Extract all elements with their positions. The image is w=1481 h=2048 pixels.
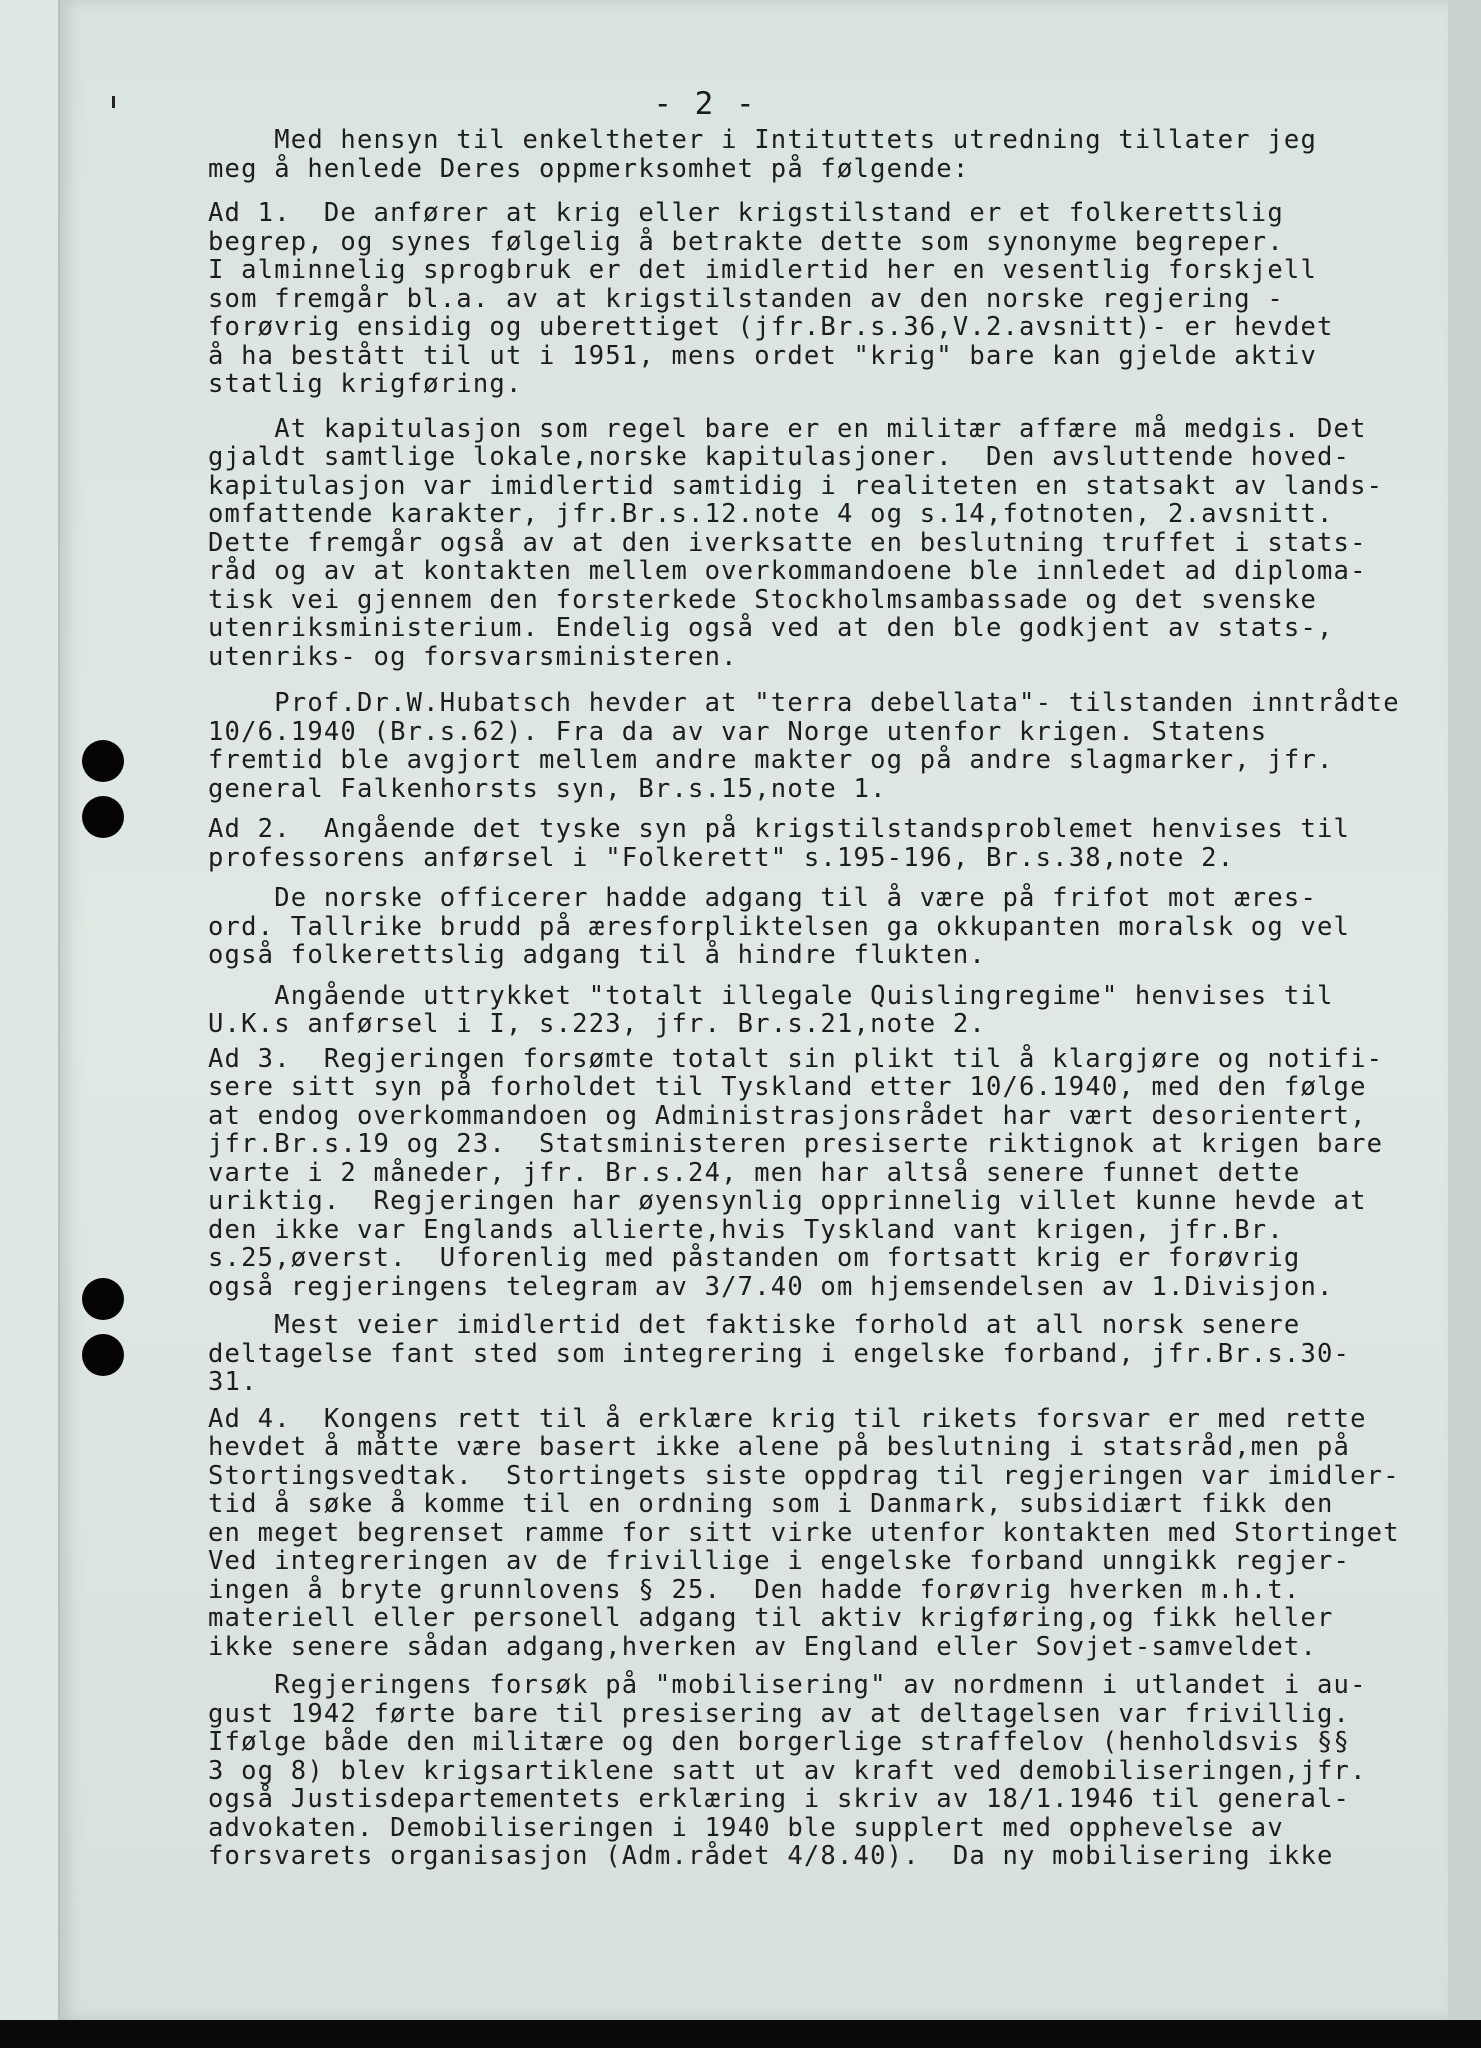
text-line: begrep, og synes følgelig å betrakte dette som synonyme begreper. xyxy=(208,226,1284,257)
document-body xyxy=(208,126,1438,1881)
paragraph xyxy=(208,126,1438,183)
text-line: varte i 2 måneder, jfr. Br.s.24, men har altså senere funnet dette xyxy=(208,1157,1301,1188)
text-line: Ad 3. Regjeringen forsømte totalt sin plikt til å klargjøre og notifi- xyxy=(208,1043,1384,1074)
text-line: jfr.Br.s.19 og 23. Statsministeren presiserte riktignok at krigen bare xyxy=(208,1129,1384,1159)
text-line: tid å søke å komme til en ordning som i Danmark, subsidiært fikk den xyxy=(208,1489,1334,1519)
text-line: omfattende karakter, jfr.Br.s.12.note 4 og s.14,fotnoten, 2.avsnitt. xyxy=(208,499,1334,529)
text-line: I alminnelig sprogbruk er det imidlertid her en vesentlig forskjell xyxy=(208,255,1318,285)
text-line: professorens anførsel i "Folkerett" s.195-196, Br.s.38,note 2. xyxy=(208,842,1235,873)
page-number: - 2 - xyxy=(653,86,757,122)
text-line: kapitulasjon var imidlertid samtidig i realiteten en statsakt av lands- xyxy=(208,470,1384,501)
paragraph xyxy=(208,815,1438,872)
text-line: sere sitt syn på forholdet til Tyskland etter 10/6.1940, med den følge xyxy=(208,1072,1367,1102)
paragraph xyxy=(208,199,1438,399)
paper-right-edge xyxy=(1448,0,1481,2048)
text-line: også regjeringens telegram av 3/7.40 om hjemsendelsen av 1.Divisjon. xyxy=(208,1271,1334,1302)
paragraph xyxy=(208,1311,1438,1397)
text-line: råd og av at kontakten mellem overkommandoene ble innledet ad diploma- xyxy=(208,556,1367,586)
text-line: Stortingsvedtak. Stortingets siste oppdrag til regjeringen var imidler- xyxy=(208,1460,1400,1491)
text-line: gjaldt samtlige lokale,norske kapitulasjoner. Den avsluttende hoved- xyxy=(208,442,1351,472)
paragraph xyxy=(208,982,1438,1039)
text-line: ikke senere sådan adgang,hverken av England eller Sovjet-samveldet. xyxy=(208,1631,1318,1662)
text-line: Regjeringens forsøk på "mobilisering" av nordmenn i utlandet i au- xyxy=(208,1670,1367,1700)
paragraph xyxy=(208,689,1438,803)
text-line: utenriksministerium. Endelig også ved at den ble godkjent av stats-, xyxy=(208,613,1334,643)
paragraph xyxy=(208,1671,1438,1871)
text-line: ord. Tallrike brudd på æresforpliktelsen ga okkupanten moralsk og vel xyxy=(208,911,1351,942)
text-line: den ikke var Englands allierte,hvis Tyskland vant krigen, jfr.Br. xyxy=(208,1214,1284,1245)
punch-hole xyxy=(82,1334,124,1376)
paragraph xyxy=(208,1045,1438,1302)
punch-hole xyxy=(82,740,124,782)
text-line: Ved integreringen av de frivillige i engelske forband unngikk regjer- xyxy=(208,1546,1351,1576)
text-line: gust 1942 førte bare til presisering av at deltagelsen var frivillig. xyxy=(208,1698,1351,1729)
text-line: også Justisdepartementets erklæring i skriv av 18/1.1946 til general- xyxy=(208,1784,1351,1814)
text-line: tisk vei gjennem den forsterkede Stockholmsambassade og det svenske xyxy=(208,584,1318,615)
text-line: general Falkenhorsts syn, Br.s.15,note 1. xyxy=(208,773,887,804)
punch-hole xyxy=(82,796,124,838)
text-line: deltagelse fant sted som integrering i engelske forband, jfr.Br.s.30- xyxy=(208,1338,1351,1369)
text-line: 10/6.1940 (Br.s.62). Fra da av var Norge utenfor krigen. Statens xyxy=(208,716,1268,747)
text-line: å ha bestått til ut i 1951, mens ordet "krig" bare kan gjelde aktiv xyxy=(208,340,1318,371)
text-line: utenriks- og forsvarsministeren. xyxy=(208,641,738,672)
text-line: hevdet å måtte være basert ikke alene på beslutning i statsråd,men på xyxy=(208,1432,1351,1462)
text-line: Ad 2. Angående det tyske syn på krigstilstandsproblemet henvises til xyxy=(208,814,1351,844)
text-line: forsvarets organisasjon (Adm.rådet 4/8.40). Da ny mobilisering ikke xyxy=(208,1841,1334,1871)
text-line: Ad 4. Kongens rett til å erklære krig til rikets forsvar er med rette xyxy=(208,1403,1367,1434)
text-line: s.25,øverst. Uforenlig med påstanden om fortsatt krig er forøvrig xyxy=(208,1243,1301,1273)
text-line: Med hensyn til enkeltheter i Intituttets utredning tillater jeg xyxy=(208,125,1318,155)
text-line: U.K.s anførsel i I, s.223, jfr. Br.s.21,note 2. xyxy=(208,1009,986,1039)
paragraph xyxy=(208,1405,1438,1662)
text-line: meg å henlede Deres oppmerksomhet på følgende: xyxy=(208,153,970,184)
text-line: som fremgår bl.a. av at krigstilstanden av den norske regjering - xyxy=(208,283,1284,314)
text-line: også folkerettslig adgang til å hindre flukten. xyxy=(208,940,986,970)
scan-border xyxy=(0,2020,1481,2048)
text-line: statlig krigføring. xyxy=(208,369,523,399)
text-line: advokaten. Demobiliseringen i 1940 ble supplert med opphevelse av xyxy=(208,1812,1284,1843)
text-line: fremtid ble avgjort mellem andre makter og på andre slagmarker, jfr. xyxy=(208,745,1334,775)
text-line: 3 og 8) blev krigsartiklene satt ut av kraft ved demobiliseringen,jfr. xyxy=(208,1755,1367,1786)
text-line: uriktig. Regjeringen har øyensynlig opprinnelig villet kunne hevde at xyxy=(208,1186,1367,1216)
text-line: Dette fremgår også av at den iverksatte en beslutning truffet i stats- xyxy=(208,527,1367,558)
text-line: forøvrig ensidig og uberettiget (jfr.Br.s.36,V.2.avsnitt)- er hevdet xyxy=(208,312,1334,342)
punch-hole xyxy=(82,1278,124,1320)
text-line: ingen å bryte grunnlovens § 25. Den hadde forøvrig hverken m.h.t. xyxy=(208,1574,1301,1605)
text-line: De norske officerer hadde adgang til å være på frifot mot æres- xyxy=(208,883,1318,913)
paragraph xyxy=(208,415,1438,672)
paragraph xyxy=(208,884,1438,970)
text-line: Ad 1. De anfører at krig eller krigstilstand er et folkerettslig xyxy=(208,198,1284,228)
margin-mark xyxy=(112,96,115,108)
text-line: Prof.Dr.W.Hubatsch hevder at "terra debellata"- tilstanden inntrådte xyxy=(208,688,1400,718)
text-line: Angående uttrykket "totalt illegale Quislingregime" henvises til xyxy=(208,980,1334,1011)
text-line: 31. xyxy=(208,1367,258,1397)
text-line: Mest veier imidlertid det faktiske forhold at all norsk senere xyxy=(208,1310,1301,1340)
text-line: Ifølge både den militære og den borgerlige straffelov (henholdsvis §§ xyxy=(208,1727,1351,1757)
text-line: at endog overkommandoen og Administrasjonsrådet har vært desorientert, xyxy=(208,1100,1367,1131)
text-line: materiell eller personell adgang til aktiv krigføring,og fikk heller xyxy=(208,1603,1334,1633)
text-line: At kapitulasjon som regel bare er en militær affære må medgis. Det xyxy=(208,413,1367,444)
text-line: en meget begrenset ramme for sitt virke utenfor kontakten med Stortinget xyxy=(208,1517,1400,1548)
